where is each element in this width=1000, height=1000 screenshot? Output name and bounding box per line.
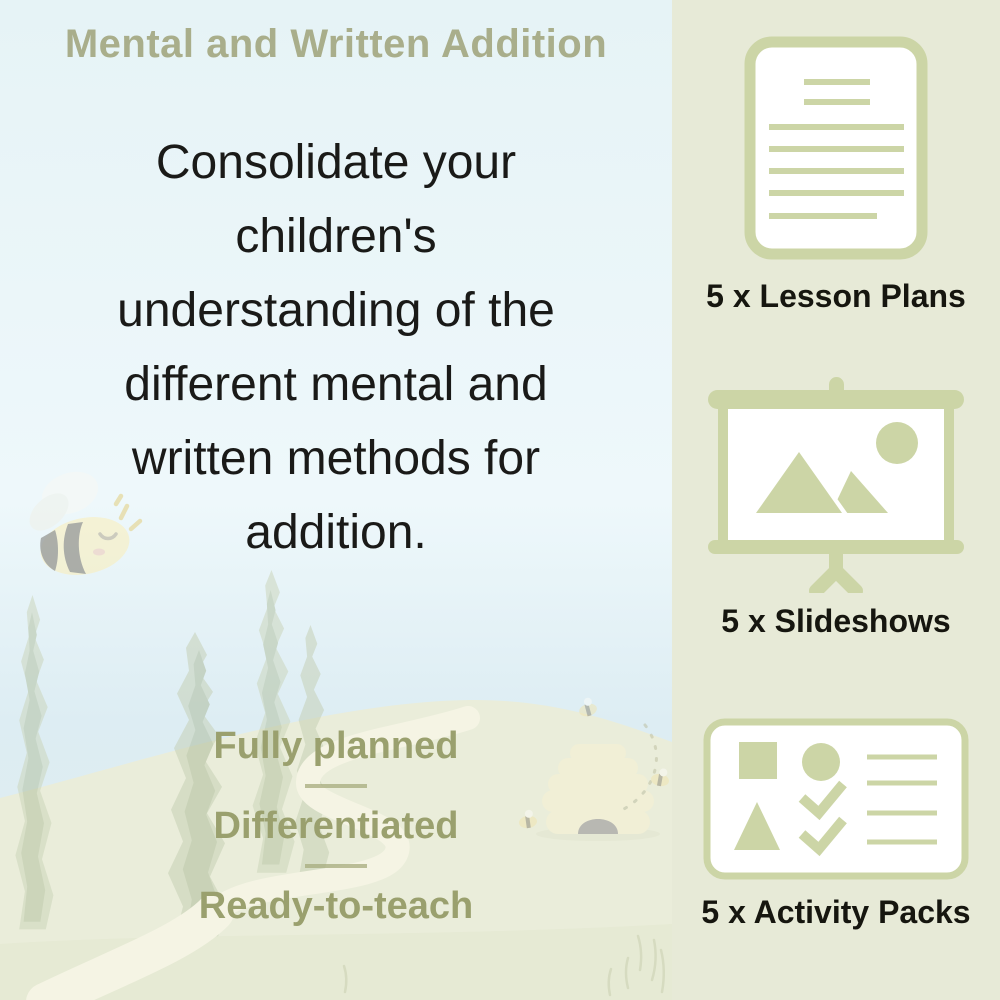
description-text xyxy=(0,126,672,570)
feature-item: Ready-to-teach xyxy=(198,885,474,927)
slide-sun xyxy=(876,422,918,464)
description-line: understanding of the xyxy=(117,284,555,337)
presentation-screen-icon xyxy=(708,377,964,593)
feature-item: Fully planned xyxy=(0,722,672,788)
document-icon xyxy=(744,36,928,260)
pack-item-activity-packs xyxy=(701,718,970,931)
feature-list xyxy=(0,722,672,930)
description-line: children's xyxy=(235,210,437,263)
shape-square xyxy=(739,742,777,779)
feature-item: Differentiated xyxy=(0,802,672,868)
description-line: addition. xyxy=(245,506,427,559)
pack-label: 5 x Activity Packs xyxy=(701,894,971,930)
included-resources-panel xyxy=(672,0,1000,1000)
pack-label: 5 x Lesson Plans xyxy=(706,278,966,314)
pack-item-slideshows xyxy=(708,377,964,640)
shape-circle xyxy=(802,743,840,781)
pack-label: 5 x Slideshows xyxy=(721,603,951,639)
page-title: Mental and Written Addition xyxy=(64,22,608,66)
description-line: written methods for xyxy=(131,432,541,485)
pack-item-lesson-plans xyxy=(706,36,966,315)
activity-card-icon xyxy=(703,718,969,880)
description-line: Consolidate your xyxy=(155,136,517,189)
description-line: different mental and xyxy=(124,358,548,411)
